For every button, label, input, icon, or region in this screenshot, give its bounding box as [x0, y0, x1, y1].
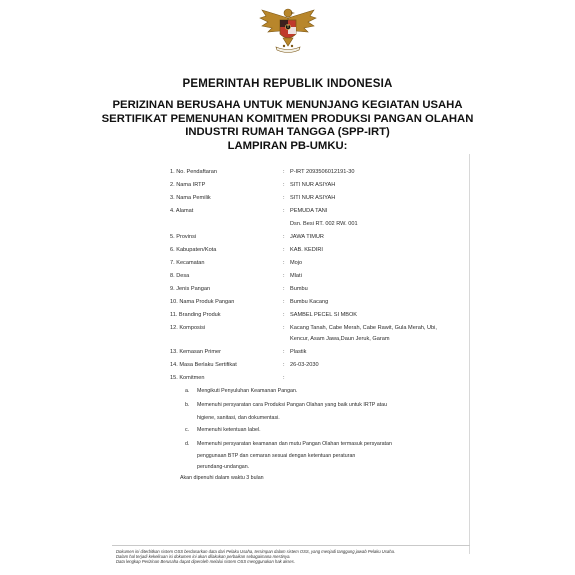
field-label: 4. Alamat — [170, 208, 194, 214]
field-colon: : — [283, 349, 285, 355]
field-value: P-IRT 2093506012191-30 — [290, 169, 355, 175]
komitmen-text: Memenuhi ketentuan label. — [197, 427, 261, 433]
field-row — [0, 181, 575, 192]
field-row — [0, 348, 575, 359]
field-value: PEMUDA TANI — [290, 208, 328, 214]
footer-line: Data lengkap Perizinan Berusaha dapat diperoleh melalui sistem OSS menggunakan hak akses. — [116, 559, 296, 565]
field-label: 8. Desa — [170, 273, 190, 279]
page-edge-line — [469, 154, 470, 554]
field-row — [0, 194, 575, 205]
field-colon: : — [283, 325, 285, 331]
field-label: 10. Nama Produk Pangan — [170, 299, 235, 305]
field-value: Kencur, Asam Jawa,Daun Jeruk, Garam — [290, 336, 390, 342]
field-row — [0, 246, 575, 257]
komitmen-text: perundang-undangan. — [197, 464, 250, 470]
field-colon: : — [283, 286, 285, 292]
field-value: SITI NUR ASIYAH — [290, 182, 336, 188]
field-value: JAWA TIMUR — [290, 234, 324, 240]
footer-line: Dokumen ini diterbitkan sistem OSS berdasarkan data dari Pelaku Usaha, tersimpan dalam sistem OSS, yang menjadi tanggung jawab Pelaku Usaha. — [116, 549, 396, 554]
field-row — [0, 272, 575, 283]
komitmen-text: penggunaan BTP dan cemaran sesuai dengan ketentuan peraturan — [197, 453, 356, 459]
field-value: Bumbu — [290, 286, 308, 292]
field-colon: : — [283, 362, 285, 368]
field-row — [0, 374, 575, 385]
field-value: Plastik — [290, 349, 307, 355]
field-label: 3. Nama Pemilik — [170, 195, 211, 201]
field-value: Dsn. Besi RT. 002 RW. 001 — [290, 221, 358, 227]
field-row — [0, 324, 575, 335]
field-label: 12. Komposisi — [170, 325, 206, 331]
field-row — [0, 298, 575, 309]
komitmen-text: higiene, sanitasi, dan dokumentasi. — [197, 415, 280, 421]
field-label: 6. Kabupaten/Kota — [170, 247, 217, 253]
field-value: Mlati — [290, 273, 302, 279]
field-value: SITI NUR ASIYAH — [290, 195, 336, 201]
field-label: 13. Kemasan Primer — [170, 349, 221, 355]
komitmen-letter: a. — [185, 388, 190, 394]
field-value: Kacang Tanah, Cabe Merah, Cabe Rawit, Gula Merah, Ubi, — [290, 325, 437, 331]
komitmen-text: Memenuhi persyaratan cara Produksi Pangan Olahan yang baik untuk IRTP atau — [197, 402, 388, 408]
field-label: 9. Jenis Pangan — [170, 286, 211, 292]
field-row — [0, 207, 575, 218]
document-title: PEMERINTAH REPUBLIK INDONESIA — [182, 78, 393, 90]
field-row — [0, 259, 575, 270]
subtitle-line: SERTIFIKAT PEMENUHAN KOMITMEN PRODUKSI PANGAN OLAHAN — [101, 112, 474, 125]
komitmen-text: Memenuhi persyaratan keamanan dan mutu Pangan Olahan termasuk persyaratan — [197, 441, 392, 447]
field-label: 5. Provinsi — [170, 234, 197, 240]
footer-disclaimer — [116, 549, 476, 565]
field-colon: : — [283, 208, 285, 214]
field-colon: : — [283, 312, 285, 318]
field-label: 14. Masa Berlaku Sertifikat — [170, 362, 237, 368]
footer-divider — [112, 545, 470, 546]
field-value: Mojo — [290, 260, 303, 266]
field-colon: : — [283, 195, 285, 201]
commitment-deadline: Akan dipenuhi dalam waktu 3 bulan — [180, 475, 264, 481]
field-row — [0, 220, 575, 231]
field-label: 15. Komitmen — [170, 375, 205, 381]
field-row — [0, 285, 575, 296]
field-label: 1. No. Pendaftaran — [170, 169, 217, 175]
field-row — [0, 233, 575, 244]
field-value: Bumbu Kacang — [290, 299, 329, 305]
field-colon: : — [283, 234, 285, 240]
subtitle-line: INDUSTRI RUMAH TANGGA (SPP-IRT) — [185, 126, 390, 139]
field-colon: : — [283, 182, 285, 188]
field-label: 11. Branding Produk — [170, 312, 221, 318]
field-label: 2. Nama IRTP — [170, 182, 206, 188]
field-colon: : — [283, 375, 285, 381]
komitmen-letter: c. — [185, 427, 190, 433]
field-value: 26-03-2030 — [290, 362, 319, 368]
field-row — [0, 361, 575, 372]
field-value: KAB. KEDIRI — [290, 247, 323, 253]
field-value: SAMBEL PECEL SI MBOK — [290, 312, 358, 318]
field-row — [0, 311, 575, 322]
footer-line: Dalam hal terjadi kekeliruan isi dokumen ini akan dilakukan perbaikan sebagaimana mestinya. — [116, 554, 291, 560]
field-row — [0, 335, 575, 346]
field-colon: : — [283, 169, 285, 175]
field-label: 7. Kecamatan — [170, 260, 205, 266]
subtitle-line: PERIZINAN BERUSAHA UNTUK MENUNJANG KEGIATAN USAHA — [112, 99, 463, 111]
komitmen-letter: b. — [185, 402, 190, 408]
subtitle-line: LAMPIRAN PB-UMKU: — [227, 139, 348, 152]
field-colon: : — [283, 247, 285, 253]
field-colon: : — [283, 299, 285, 305]
field-colon: : — [283, 273, 285, 279]
komitmen-text: Mengikuti Penyuluhan Keamanan Pangan. — [197, 388, 298, 394]
komitmen-letter: d. — [185, 441, 190, 447]
field-colon: : — [283, 260, 285, 266]
field-row — [0, 168, 575, 179]
